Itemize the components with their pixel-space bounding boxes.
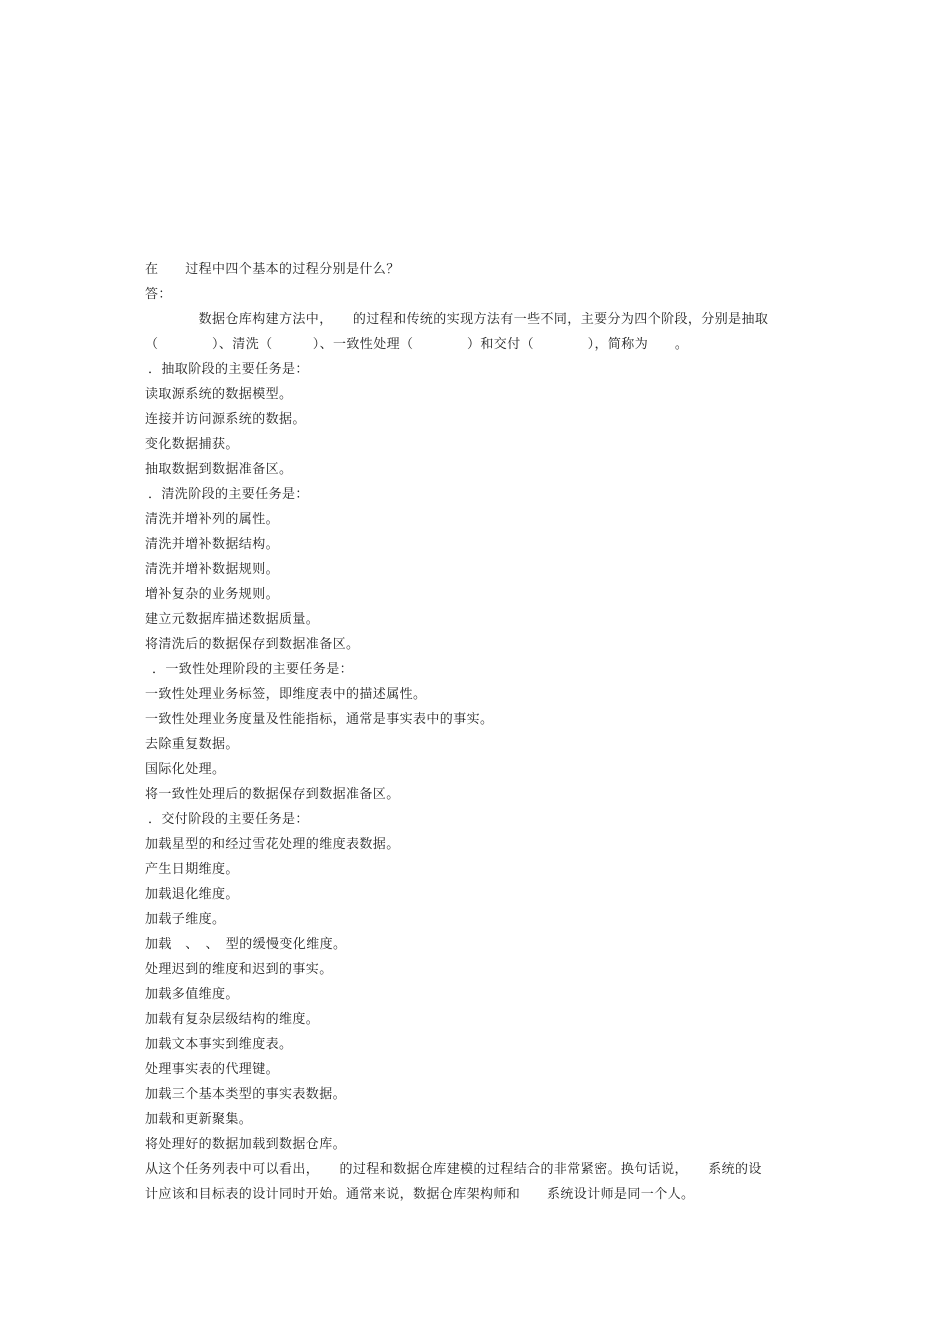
list-item: 建立元数据库描述数据质量。 [145,612,320,627]
section-heading-conform: ．一致性处理阶段的主要任务是： [152,662,354,677]
list-item: 去除重复数据。 [145,737,239,752]
intro-paragraph-line-2: （ ）、清洗（ ）、一致性处理（ ）和交付（ ），简称为 。 [145,337,689,352]
list-item: 加载星型的和经过雪花处理的维度表数据。 [145,837,400,852]
list-item: 连接并访问源系统的数据。 [145,412,306,427]
section-heading-deliver: ．交付阶段的主要任务是： [148,812,309,827]
list-item: 清洗并增补列的属性。 [145,512,280,527]
conclusion-paragraph-line-2: 计应该和目标表的设计同时开始。通常来说，数据仓库架构师和 系统设计师是同一个人。 [145,1187,695,1202]
list-item: 增补复杂的业务规则。 [145,587,280,602]
list-item: 清洗并增补数据结构。 [145,537,280,552]
section-heading-extract: ．抽取阶段的主要任务是： [148,362,309,377]
answer-label: 答： [145,287,172,302]
list-item: 加载三个基本类型的事实表数据。 [145,1087,347,1102]
list-item: 加载 、 、 型的缓慢变化维度。 [145,937,347,952]
list-item: 加载有复杂层级结构的维度。 [145,1012,320,1027]
list-item: 加载文本事实到维度表。 [145,1037,293,1052]
list-item: 读取源系统的数据模型。 [145,387,293,402]
list-item: 将一致性处理后的数据保存到数据准备区。 [145,787,400,802]
list-item: 加载子维度。 [145,912,226,927]
list-item: 一致性处理业务度量及性能指标，通常是事实表中的事实。 [145,712,494,727]
conclusion-paragraph-line-1: 从这个任务列表中可以看出， 的过程和数据仓库建模的过程结合的非常紧密。换句话说， 系统的设 [145,1162,762,1177]
intro-paragraph-line-1: 数据仓库构建方法中， 的过程和传统的实现方法有一些不同，主要分为四个阶段，分别是抽取 [145,312,769,327]
list-item: 一致性处理业务标签，即维度表中的描述属性。 [145,687,427,702]
list-item: 加载和更新聚集。 [145,1112,253,1127]
list-item: 变化数据捕获。 [145,437,239,452]
list-item: 产生日期维度。 [145,862,239,877]
question-line: 在 过程中四个基本的过程分别是什么？ [145,262,400,277]
list-item: 处理迟到的维度和迟到的事实。 [145,962,333,977]
list-item: 清洗并增补数据规则。 [145,562,280,577]
list-item: 将清洗后的数据保存到数据准备区。 [145,637,360,652]
list-item: 处理事实表的代理键。 [145,1062,280,1077]
list-item: 国际化处理。 [145,762,226,777]
section-heading-clean: ．清洗阶段的主要任务是： [148,487,309,502]
list-item: 加载退化维度。 [145,887,239,902]
list-item: 抽取数据到数据准备区。 [145,462,293,477]
list-item: 加载多值维度。 [145,987,239,1002]
list-item: 将处理好的数据加载到数据仓库。 [145,1137,347,1152]
